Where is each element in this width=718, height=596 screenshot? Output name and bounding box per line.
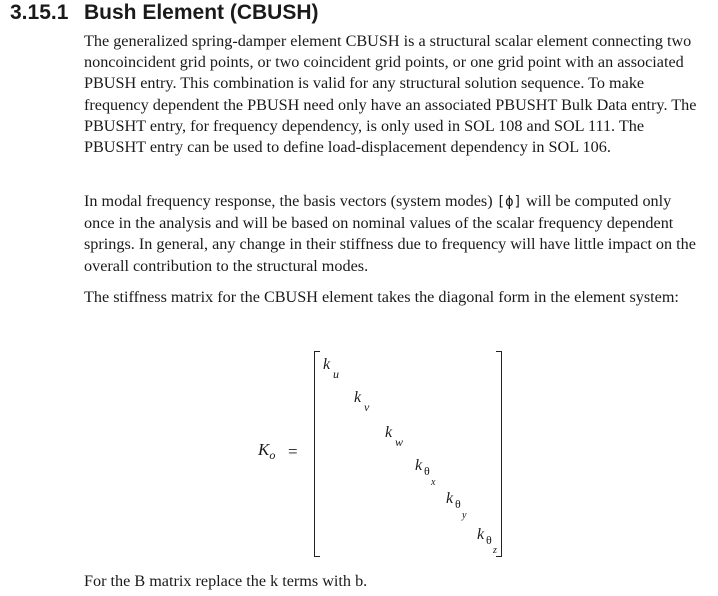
phi-matrix-symbol: [ϕ]: [496, 194, 522, 210]
matrix-entry-ktheta-x: k θ x: [415, 457, 436, 488]
paragraph-modal-frequency: [84, 191, 704, 277]
matrix-right-bracket: [496, 351, 502, 557]
paragraph-text-after: will be computed only once in the analysis and will be based on nominal values of the scalar frequency dependent springs. In general, any change in their stiffness due to frequency will have little impact on the overall contribution to the structural modes.: [84, 192, 696, 275]
matrix-entry-ku: k u: [323, 356, 339, 381]
equals-sign: =: [288, 442, 298, 461]
matrix-entry-kw: k w: [385, 424, 404, 449]
lhs-subscript: o: [269, 448, 276, 462]
paragraph-cbush-description: The generalized spring-damper element CBUSH is a structural scalar element connecting two noncoincident grid points, or two coincident grid points, or one grid point with an associated PBUSH entry. This combination is valid for any structural solution sequence. To make frequency dependent the PBUSH need only have an associated PBUSHT Bulk Data entry. The PBUSHT entry, for frequency dependency, is only used in SOL 108 and SOL 111. The PBUSHT entry can be used to define load-displacement dependency in SOL 106.: [84, 32, 697, 157]
matrix-entry-ktheta-z: k θ z: [477, 526, 497, 556]
section-number: 3.15.1: [10, 1, 69, 24]
matrix-left-bracket: [314, 351, 320, 557]
matrix-entry-ktheta-y: k θ y: [446, 490, 467, 521]
paragraph-stiffness-matrix-intro: The stiffness matrix for the CBUSH element takes the diagonal form in the element system:: [84, 288, 679, 306]
lhs-symbol: K: [258, 440, 270, 459]
paragraph-b-matrix-note: For the B matrix replace the k terms with b.: [84, 572, 368, 590]
paragraph-text-before: In modal frequency response, the basis vectors (system modes): [84, 192, 497, 210]
section-heading: [10, 0, 319, 26]
section-title: Bush Element (CBUSH): [84, 1, 319, 24]
matrix-entry-kv: k v: [354, 389, 370, 414]
matrix-lhs: [258, 440, 275, 463]
